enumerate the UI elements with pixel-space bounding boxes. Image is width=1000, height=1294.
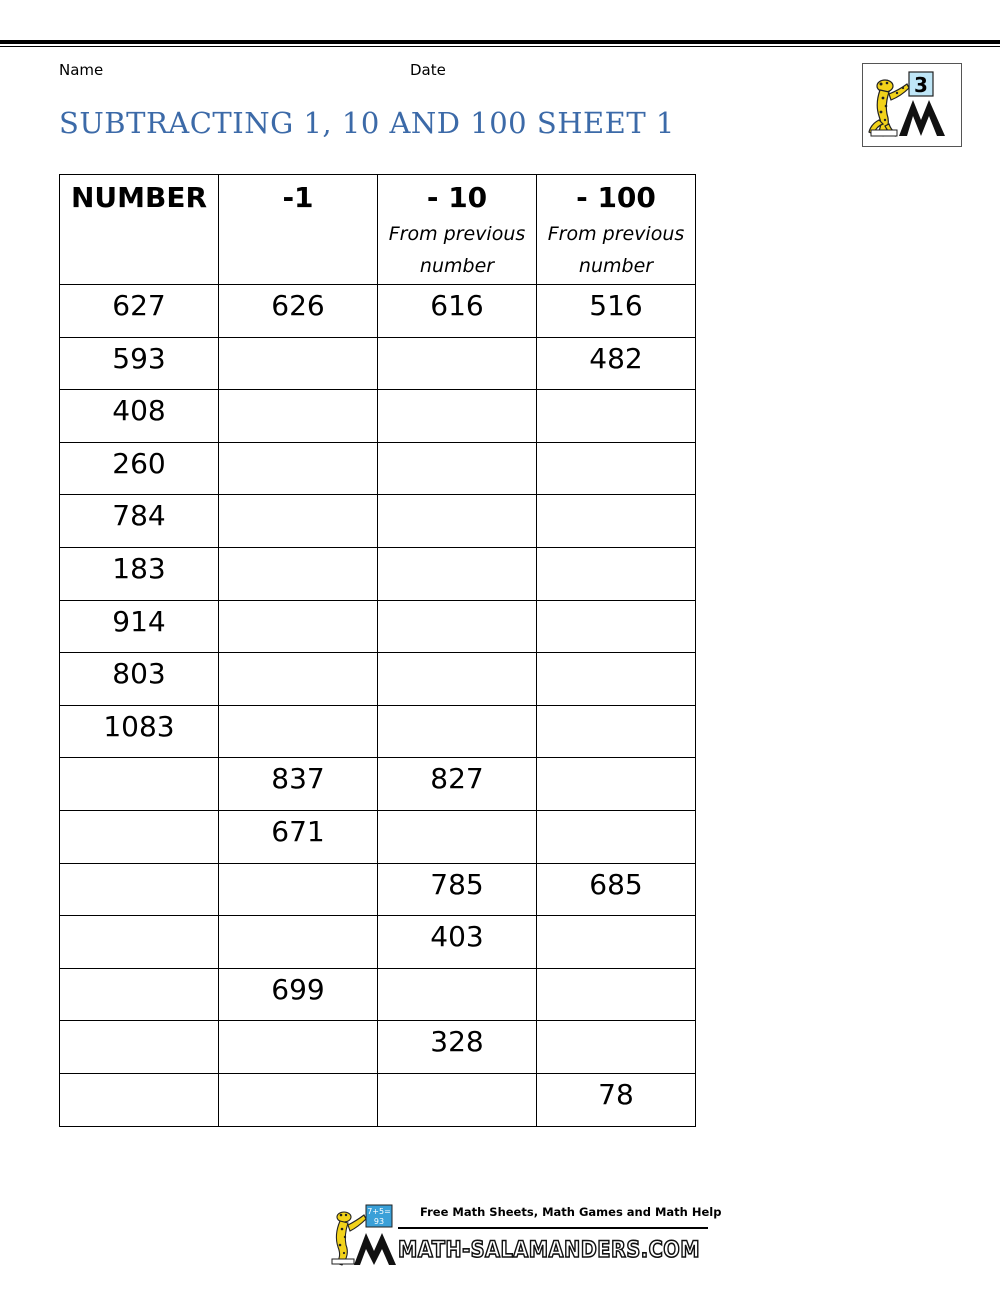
minus-10-cell xyxy=(378,810,537,863)
table-row xyxy=(60,810,696,863)
number-cell: 260 xyxy=(60,442,219,495)
minus-100-cell xyxy=(537,916,696,969)
logo-grade: 3 xyxy=(914,73,928,97)
name-label: Name xyxy=(59,61,104,79)
table-row xyxy=(60,758,696,811)
header-sublabel: From previous number xyxy=(547,223,685,277)
footer-tagline: Free Math Sheets, Math Games and Math Help xyxy=(420,1205,722,1219)
minus-1-cell xyxy=(219,547,378,600)
minus-10-cell: 616 xyxy=(378,285,537,338)
minus-1-cell xyxy=(219,1021,378,1074)
header-sublabel: From previous number xyxy=(388,223,526,277)
header-minus-1 xyxy=(219,175,378,285)
number-cell xyxy=(60,863,219,916)
table-row xyxy=(60,600,696,653)
header-minus-100 xyxy=(537,175,696,285)
minus-10-cell: 328 xyxy=(378,1021,537,1074)
table-row xyxy=(60,442,696,495)
minus-1-cell: 671 xyxy=(219,810,378,863)
subtraction-table xyxy=(59,174,696,1127)
minus-100-cell: 78 xyxy=(537,1073,696,1126)
minus-1-cell xyxy=(219,337,378,390)
minus-100-cell xyxy=(537,653,696,706)
minus-10-cell xyxy=(378,600,537,653)
minus-1-cell xyxy=(219,442,378,495)
table-row xyxy=(60,863,696,916)
table-row xyxy=(60,1073,696,1126)
minus-1-cell: 699 xyxy=(219,968,378,1021)
minus-10-cell xyxy=(378,705,537,758)
minus-100-cell xyxy=(537,1021,696,1074)
table-row xyxy=(60,1021,696,1074)
minus-1-cell xyxy=(219,1073,378,1126)
header-label: - 10 xyxy=(426,181,488,214)
table-row xyxy=(60,916,696,969)
number-cell: 1083 xyxy=(60,705,219,758)
minus-10-cell xyxy=(378,337,537,390)
footer-brand: MATH-SALAMANDERS.COM xyxy=(398,1238,700,1263)
table-row xyxy=(60,547,696,600)
minus-10-cell xyxy=(378,1073,537,1126)
minus-10-cell: 827 xyxy=(378,758,537,811)
minus-1-cell xyxy=(219,705,378,758)
number-cell xyxy=(60,758,219,811)
table-row xyxy=(60,337,696,390)
minus-100-cell xyxy=(537,390,696,443)
table-row xyxy=(60,285,696,338)
footer-brand-wordmark xyxy=(396,1233,706,1265)
number-cell: 803 xyxy=(60,653,219,706)
top-rule-thin xyxy=(0,46,1000,47)
table-row xyxy=(60,968,696,1021)
table-row xyxy=(60,390,696,443)
minus-10-cell xyxy=(378,968,537,1021)
table-row xyxy=(60,495,696,548)
number-cell: 784 xyxy=(60,495,219,548)
minus-100-cell xyxy=(537,968,696,1021)
footer-divider xyxy=(398,1227,708,1229)
footer-logo-sum2: 93 xyxy=(373,1217,385,1226)
number-cell xyxy=(60,810,219,863)
table-header-row xyxy=(60,175,696,285)
header-number xyxy=(60,175,219,285)
minus-1-cell xyxy=(219,916,378,969)
minus-1-cell xyxy=(219,495,378,548)
number-cell xyxy=(60,1021,219,1074)
header-label: -1 xyxy=(282,181,314,214)
minus-100-cell xyxy=(537,600,696,653)
minus-100-cell: 685 xyxy=(537,863,696,916)
salamander-icon xyxy=(863,64,961,146)
minus-1-cell: 837 xyxy=(219,758,378,811)
minus-1-cell: 626 xyxy=(219,285,378,338)
number-cell: 593 xyxy=(60,337,219,390)
date-label: Date xyxy=(410,61,446,79)
header-label: - 100 xyxy=(576,181,656,214)
minus-100-cell xyxy=(537,810,696,863)
minus-100-cell xyxy=(537,705,696,758)
minus-1-cell xyxy=(219,390,378,443)
footer-logo xyxy=(328,1203,722,1269)
footer-logo-sum: 7+5= xyxy=(367,1207,391,1216)
number-cell: 914 xyxy=(60,600,219,653)
header-minus-10 xyxy=(378,175,537,285)
minus-10-cell xyxy=(378,653,537,706)
number-cell xyxy=(60,968,219,1021)
minus-10-cell: 403 xyxy=(378,916,537,969)
minus-100-cell: 516 xyxy=(537,285,696,338)
minus-1-cell xyxy=(219,863,378,916)
top-rule xyxy=(0,40,1000,44)
number-cell: 408 xyxy=(60,390,219,443)
table-row xyxy=(60,653,696,706)
minus-100-cell xyxy=(537,495,696,548)
minus-10-cell: 785 xyxy=(378,863,537,916)
minus-100-cell: 482 xyxy=(537,337,696,390)
number-cell xyxy=(60,1073,219,1126)
header-label: NUMBER xyxy=(70,181,208,214)
page-title: SUBTRACTING 1, 10 AND 100 SHEET 1 xyxy=(59,106,675,140)
minus-10-cell xyxy=(378,547,537,600)
minus-1-cell xyxy=(219,653,378,706)
minus-100-cell xyxy=(537,547,696,600)
minus-10-cell xyxy=(378,495,537,548)
minus-1-cell xyxy=(219,600,378,653)
minus-100-cell xyxy=(537,442,696,495)
table-row xyxy=(60,705,696,758)
minus-10-cell xyxy=(378,442,537,495)
number-cell: 183 xyxy=(60,547,219,600)
number-cell xyxy=(60,916,219,969)
salamander-grade-3-logo xyxy=(862,63,962,147)
number-cell: 627 xyxy=(60,285,219,338)
minus-100-cell xyxy=(537,758,696,811)
minus-10-cell xyxy=(378,390,537,443)
